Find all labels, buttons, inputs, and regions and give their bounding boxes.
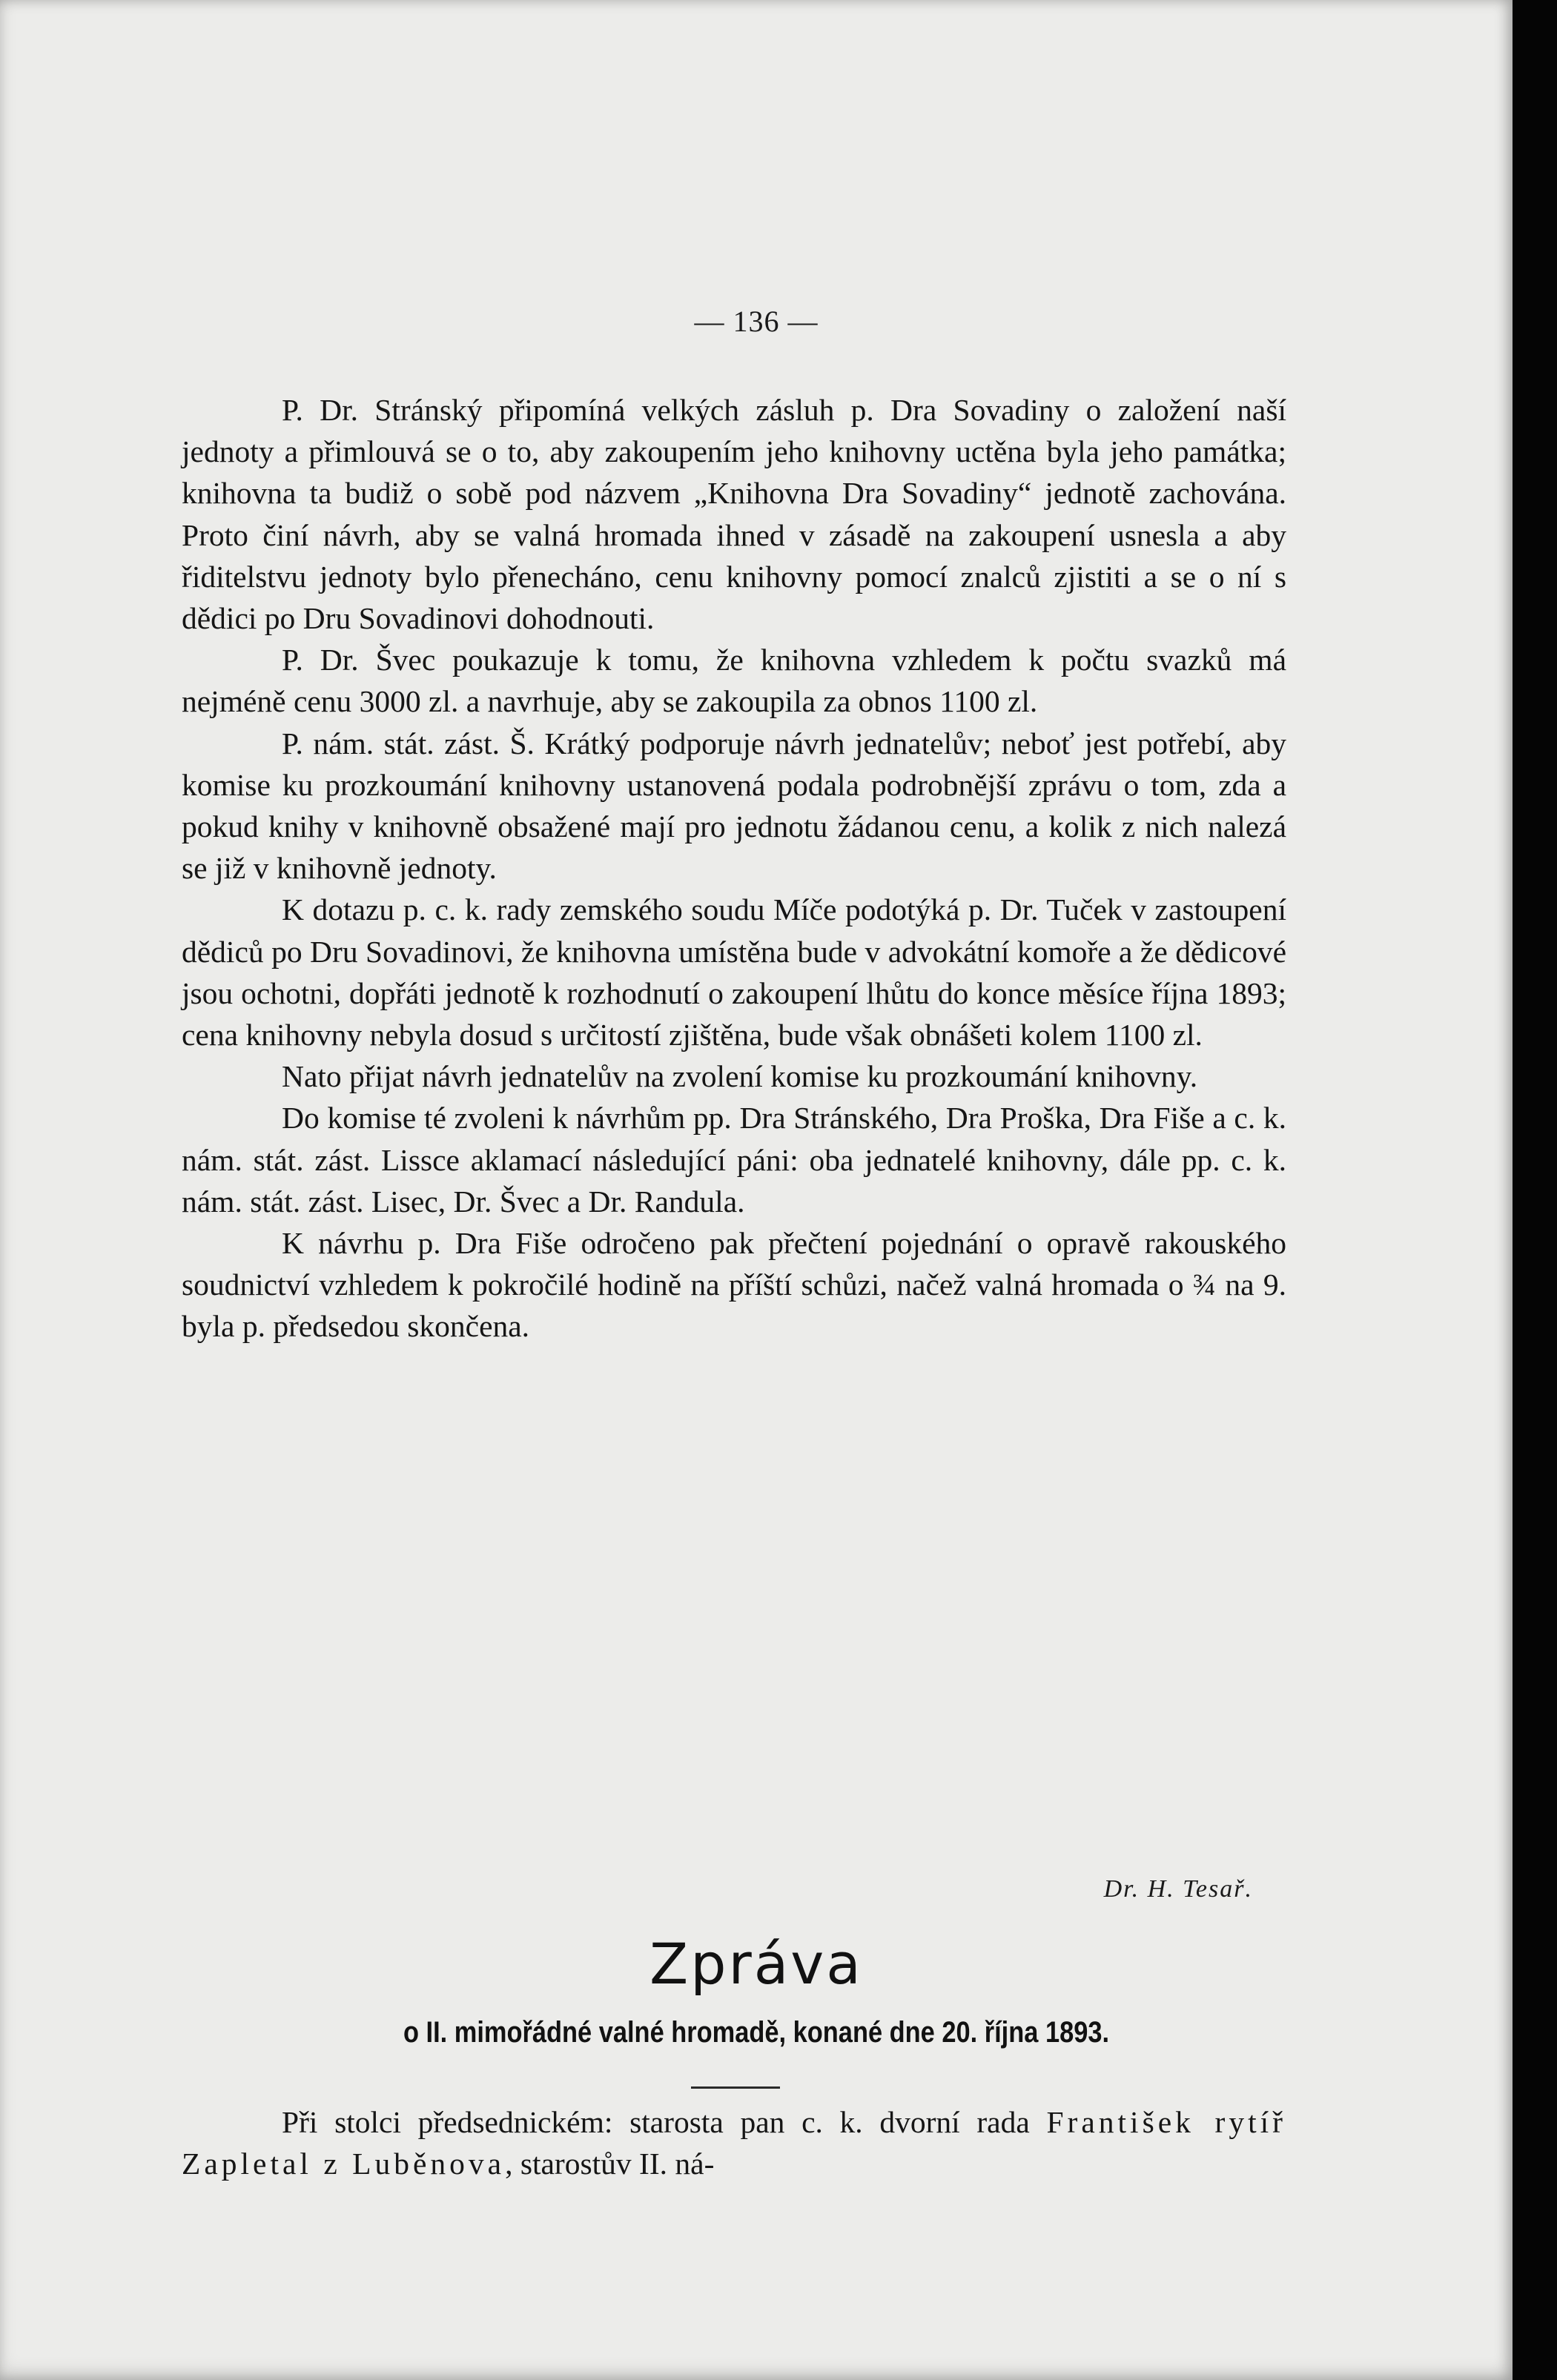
paragraph-svec: P. Dr. Švec poukazuje k tomu, že knihovna vzhledem k počtu svazků má nejméně cenu 3000 zl. a navrhuje, aby se zakoupila za obnos 1100 zl. [182, 643, 1286, 719]
report-subtitle: o II. mimořádné valné hromadě, konané dne 20. října 1893. [403, 2016, 1110, 2049]
divider-rule [691, 2086, 780, 2089]
page-number: — 136 — [694, 305, 819, 338]
intro-start: Při stolci předsednickém: starosta pan c. k. dvorní rada [282, 2105, 1030, 2139]
report-intro [182, 2101, 1286, 2184]
paragraph-stransky: P. Dr. Stránský připomíná velkých zásluh p. Dra Sovadiny o založení naší jednoty a přimlouvá se o to, aby zakoupením jeho knihovny uctěna byla jeho památka; knihovna ta budiž o sobě pod názvem „Knihovna Dra Sovadiny“ jednotě zachována. Proto činí návrh, aby se valná hromada ihned v zásadě na zakoupení usnesla a aby řiditelstvu jednoty bylo přenecháno, cenu knihovny pomocí znalců zjistiti a se o ní s dědici po Dru Sovadinovi dohodnouti. [182, 393, 1286, 636]
scan-border [1513, 0, 1557, 2380]
intro-end: , starostův II. ná- [505, 2147, 715, 2181]
report-title: Zpráva [649, 1931, 863, 1997]
paragraph-closing: K návrhu p. Dra Fiše odročeno pak přečtení pojednání o opravě rakouského soudnictví vzhledem k pokročilé hodině na příští schůzi, načež valná hromada o ¾ na 9. byla p. předsedou skončena. [182, 1226, 1286, 1344]
intro-paragraph [182, 2101, 1286, 2184]
minutes-body [182, 389, 1286, 1348]
paragraph-tucek: K dotazu p. c. k. rady zemského soudu Míče podotýká p. Dr. Tuček v zastoupení dědiců po Dru Sovadinovi, že knihovna umístěna bude v advokátní komoře a že dědicové jsou ochotni, dopřáti jednotě k rozhodnutí o zakoupení lhůtu do konce měsíce října 1893; cena knihovny nebyla dosud s určitostí zjištěna, bude však obnášeti kolem 1100 zl. [182, 892, 1286, 1053]
signature: Dr. H. Tesař. [1103, 1875, 1253, 1903]
paragraph-commission-members: Do komise té zvoleni k návrhům pp. Dra Stránského, Dra Proška, Dra Fiše a c. k. nám. stát. zást. Lissce aklamací následující páni: oba jednatelé knihovny, dále pp. c. k. nám. stát. zást. Lisec, Dr. Švec a Dr. Randula. [182, 1101, 1286, 1219]
intro-name: František rytíř Zapletal z Luběnova [182, 2105, 1287, 2181]
paragraph-commission-vote: Nato přijat návrh jednatelův na zvolení komise ku prozkoumání knihovny. [282, 1059, 1198, 1094]
paragraph-kratky: P. nám. stát. zást. Š. Krátký podporuje návrh jednatelův; neboť jest potřebí, aby komise ku prozkoumání knihovny ustanovená podala podrobnější zprávu o tom, zda a pokud knihy v knihovně obsažené mají pro jednotu žádanou cenu, a kolik z nich nalezá se již v knihovně jednoty. [182, 726, 1286, 886]
